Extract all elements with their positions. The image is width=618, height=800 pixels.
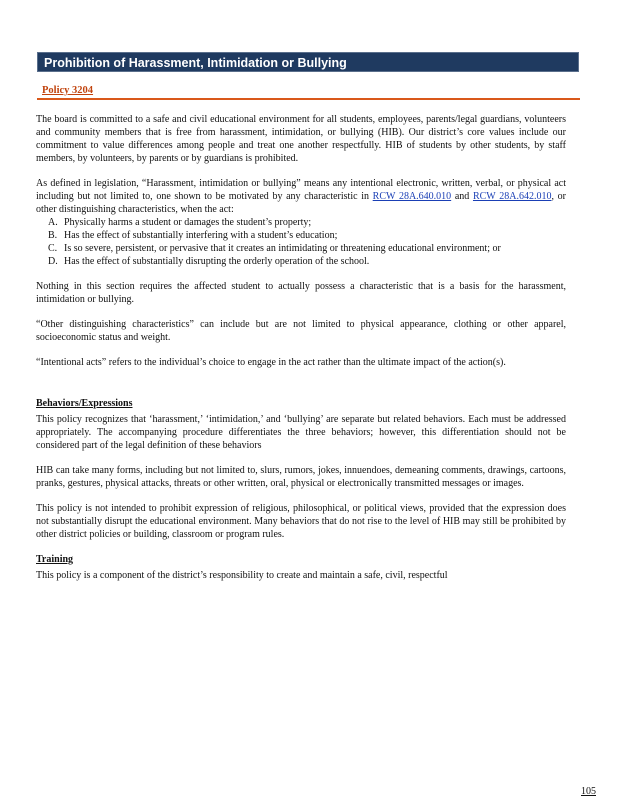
behaviors-heading: Behaviors/Expressions: [36, 398, 133, 409]
behaviors-paragraph: This policy recognizes that ‘harassment,’ ‘intimidation,’ and ‘bullying’ are separate but related behaviors. Each must be addressed appropriately. The accompanying procedure differentiates the three behaviors; however, this differentiation should not be considered part of the legal definition of these behaviors: [36, 414, 566, 451]
list-item: A. Physically harms a student or damages the student’s property;: [48, 217, 312, 228]
list-item: D. Has the effect of substantially disrupting the orderly operation of the school.: [48, 256, 370, 267]
list-item: B. Has the effect of substantially interfering with a student’s education;: [48, 230, 338, 241]
definition-text-mid: and: [451, 191, 473, 202]
document-body: [36, 113, 566, 594]
definition-text-after: , or other distinguishing characteristics, when the act:: [36, 191, 566, 215]
definition-paragraph: [36, 177, 566, 216]
distinguishing-characteristics-paragraph: “Other distinguishing characteristics” can include but are not limited to physical appearance, clothing or other apparel, socioeconomic status and weight.: [36, 319, 566, 343]
policy-label: Policy 3204: [42, 85, 94, 96]
list-item: C. Is so severe, persistent, or pervasive that it creates an intimidating or threatening educational environment; or: [48, 243, 501, 254]
training-paragraph: This policy is a component of the district’s responsibility to create and maintain a safe, civil, respectful: [36, 570, 448, 581]
characteristic-paragraph: Nothing in this section requires the affected student to actually possess a characteristic that is a basis for the harassment, intimidation or bullying.: [36, 281, 566, 305]
intentional-acts-paragraph: “Intentional acts” refers to the individual’s choice to engage in the act rather than the ultimate impact of the action(s).: [36, 357, 506, 368]
act-criteria-list: [36, 216, 566, 268]
page-number: 105: [581, 786, 596, 797]
page-title: Prohibition of Harassment, Intimidation or Bullying: [37, 52, 579, 72]
rcw-642-link[interactable]: RCW 28A.642.010: [472, 191, 552, 202]
intro-paragraph: The board is committed to a safe and civil educational environment for all students, employees, parents/legal guardians, volunteers and community members that is free from harassment, intimidation, or bullying (HIB). Our district’s core values include our commitment to value differences among people and treat one another respectfully. HIB of students by other students, by staff members, by volunteers, by parents or by guardians is prohibited.: [36, 114, 566, 164]
divider: [37, 98, 580, 100]
definition-text-before: As defined in legislation, “Harassment, intimidation or bullying” means any intentional electronic, written, verbal, or physical act including but not limited to, one shown to be motivated by any characteristic in: [36, 178, 566, 202]
expression-paragraph: This policy is not intended to prohibit expression of religious, philosophical, or political views, provided that the expression does not substantially disrupt the educational environment. Many behaviors that do not rise to the level of HIB may still be prohibited by other district policies or building, classroom or program rules.: [36, 503, 566, 540]
rcw-640-link[interactable]: RCW 28A.640.010: [372, 191, 452, 202]
training-heading: Training: [36, 554, 74, 565]
forms-paragraph: HIB can take many forms, including but not limited to, slurs, rumors, jokes, innuendoes, demeaning comments, drawings, cartoons, pranks, gestures, physical attacks, threats or other written, oral, physical or electronically transmitted messages or images.: [36, 465, 566, 489]
